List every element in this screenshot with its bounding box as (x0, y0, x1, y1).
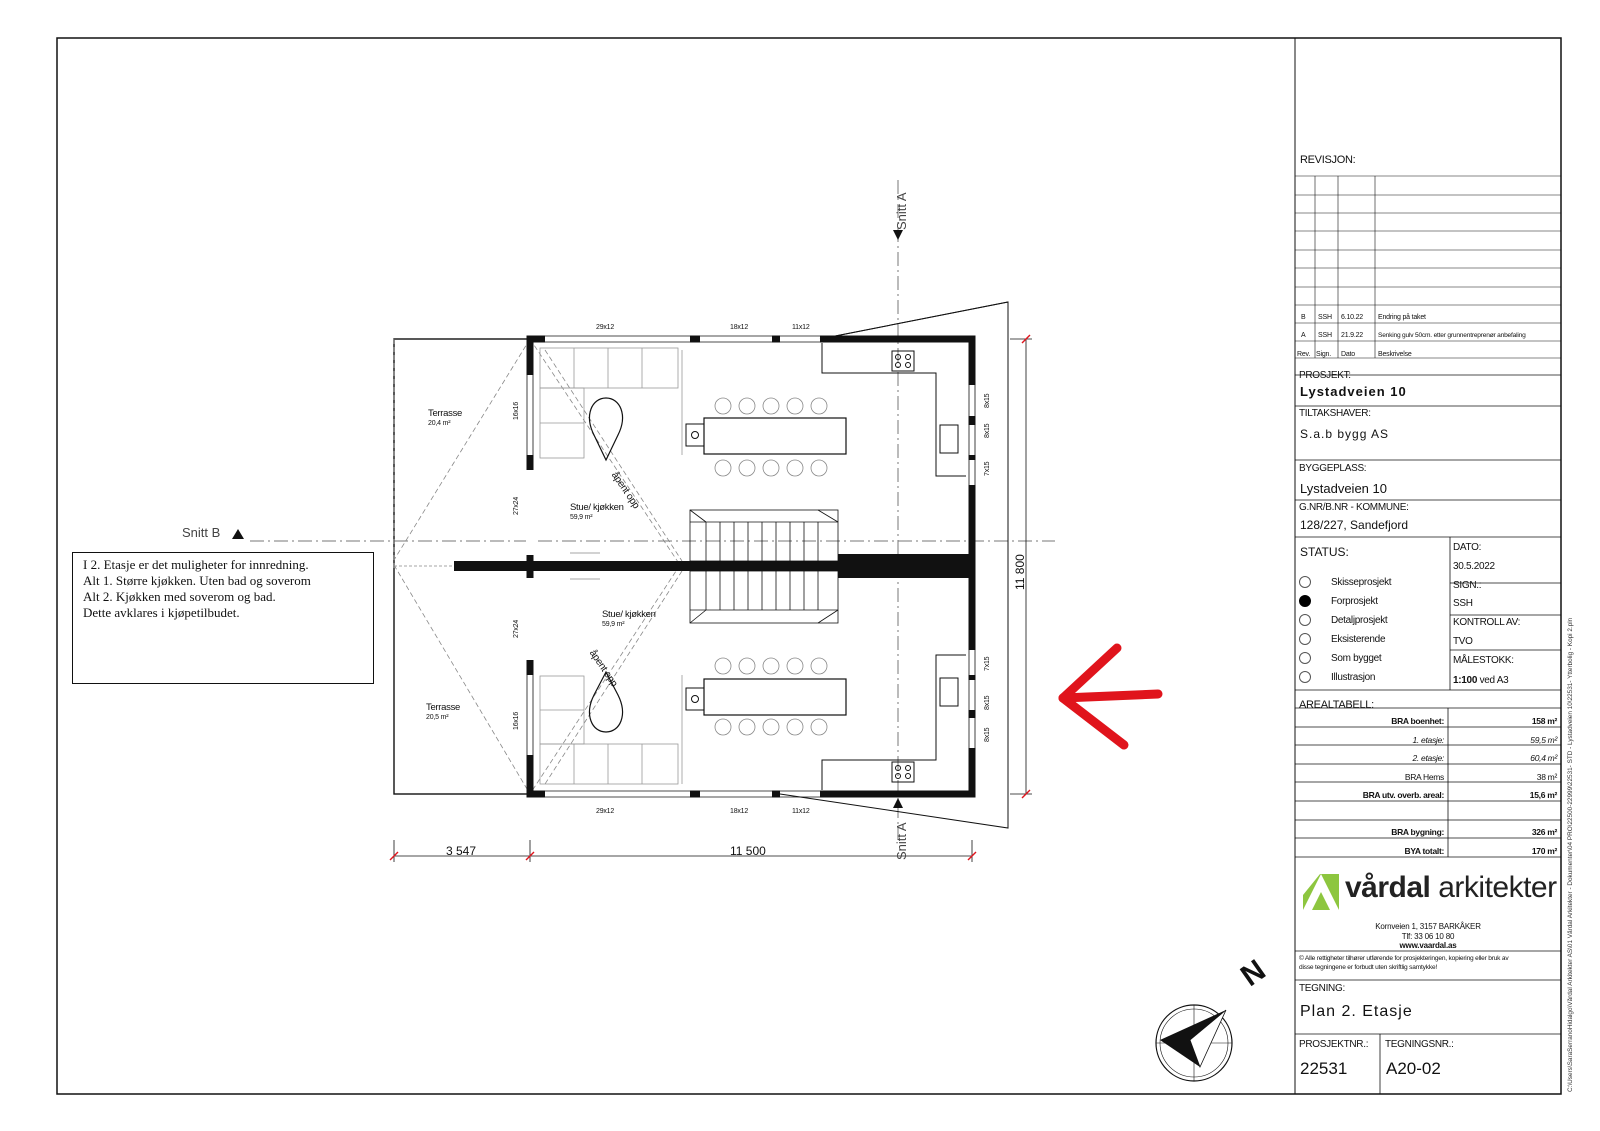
section-a-top-arrow (893, 230, 903, 240)
file-path: C:\Users\SaraSerranoHidalgo\Vårdal Arkitekter AS\01 Vårdal Arkitekter - Dokumenter\04 PRO\22500-22999\22531- STD - Lystadveien 10\22531- Ytterbolig - Kopi 2.pln (1567, 617, 1574, 1092)
status-eksisterende-label: Eksisterende (1331, 634, 1386, 645)
area-row-1-value: 158 m² (1531, 716, 1557, 726)
date-value: 30.5.2022 (1453, 561, 1495, 572)
site-label: BYGGEPLASS: (1299, 463, 1367, 474)
status-radio-forprosjekt (1299, 595, 1311, 607)
window-left-3: 27x24 (513, 619, 520, 638)
drawing-label: TEGNING: (1299, 983, 1345, 994)
company-web: www.vaardal.as (1399, 941, 1457, 950)
drawing-number-label: TEGNINGSNR.: (1385, 1039, 1454, 1050)
window-right-3: 7x15 (984, 461, 991, 476)
client-label: TILTAKSHAVER: (1299, 408, 1371, 419)
sofa-top (540, 348, 678, 458)
company-name: vårdal arkitekter (1345, 871, 1557, 904)
window-bottom-1: 29x12 (596, 808, 615, 815)
revision-a-date: 21.9.22 (1341, 332, 1363, 339)
site-name: Lystadveien 10 (1300, 481, 1387, 496)
status-detalj-label: Detaljprosjekt (1331, 615, 1388, 626)
status-forprosjekt-label: Forprosjekt (1331, 596, 1378, 607)
dining-table-top (704, 418, 846, 454)
area-row-1-label: BRA boenhet: (1391, 716, 1444, 726)
dining-table-bottom (704, 679, 846, 715)
control-label: KONTROLL AV: (1453, 617, 1521, 628)
section-a-bottom-arrow (893, 798, 903, 808)
note-line-3: Alt 2. Kjøkken med soverom og bad. (83, 589, 276, 604)
note-line-2: Alt 1. Større kjøkken. Uten bad og soverom (83, 573, 311, 588)
terrace-bottom-area: 20,5 m² (426, 714, 449, 721)
revision-b-date: 6.10.22 (1341, 314, 1363, 321)
window-left-2: 27x24 (513, 496, 520, 515)
revision-a-rev: A (1301, 332, 1306, 339)
dimension-depth: 11 800 (1013, 554, 1027, 590)
red-arrow (1063, 648, 1158, 745)
revision-b-desc: Endring på taket (1378, 314, 1426, 321)
section-b-arrow (232, 529, 244, 539)
drawing-title: Plan 2. Etasje (1300, 1003, 1413, 1020)
terrace-bottom-name: Terrasse (426, 702, 461, 713)
floor-plan (232, 180, 1055, 862)
window-left-4: 16x16 (513, 711, 520, 730)
window-right-6: 8x15 (984, 727, 991, 742)
control-value: TVO (1453, 636, 1473, 647)
status-illustrasjon-label: Illustrasjon (1331, 672, 1376, 683)
status-som-bygget-label: Som bygget (1331, 653, 1382, 664)
gnr-value: 128/227, Sandefjord (1300, 518, 1409, 532)
party-wall (454, 561, 969, 571)
company-logo-icon (1303, 874, 1339, 910)
company-address: Kornveien 1, 3157 BARKÅKER (1375, 922, 1481, 931)
status-radio-illustrasjon (1299, 671, 1311, 683)
window-bottom-3: 11x12 (792, 808, 810, 815)
window-right-2: 8x15 (984, 423, 991, 438)
sign-label: SIGN.: (1453, 580, 1482, 591)
note-line-1: I 2. Etasje er det muligheter for innredning. (83, 557, 309, 572)
terrace-top-name: Terrasse (428, 408, 463, 419)
stairs-bottom (690, 571, 838, 623)
status-label: STATUS: (1300, 545, 1349, 559)
area-row-5-label: BRA utv. overb. areal: (1362, 790, 1444, 800)
table-top (590, 398, 623, 460)
terrace-top-area: 20,4 m² (428, 420, 451, 427)
revision-heading: REVISJON: (1300, 154, 1356, 166)
window-top-3: 11x12 (792, 324, 810, 331)
status-radio-som-bygget (1299, 652, 1311, 664)
rev-header-desc: Beskrivelse (1378, 351, 1412, 358)
project-label: PROSJEKT: (1299, 370, 1351, 381)
date-label: DATO: (1453, 542, 1482, 553)
kitchen-top (822, 343, 966, 476)
area-row-5-value: 15,6 m² (1529, 790, 1557, 800)
area-row-3-label: 2. etasje: (1412, 753, 1444, 763)
gnr-label: G.NR/B.NR - KOMMUNE: (1299, 502, 1409, 513)
area-row-7-value: 326 m² (1531, 827, 1557, 837)
status-radio-eksisterende (1299, 633, 1311, 645)
note-line-4: Dette avklares i kjøpetilbudet. (83, 605, 240, 620)
area-row-4-label: BRA Hems (1404, 772, 1444, 782)
window-bottom-2: 18x12 (730, 808, 749, 815)
status-radio-detalj (1299, 614, 1311, 626)
revision-grid (1295, 176, 1561, 358)
section-a-bottom-label: Snitt A (894, 822, 909, 860)
revision-a-sign: SSH (1318, 332, 1332, 339)
section-a-top-label: Snitt A (894, 192, 909, 230)
revision-a-desc: Senking gulv 50cm. etter grunnentreprenør anbefaling (1378, 332, 1526, 339)
area-row-7-label: BRA bygning: (1391, 827, 1444, 837)
stairs-top (690, 510, 838, 561)
sign-value: SSH (1453, 598, 1473, 609)
living-top-name: Stue/ kjøkken (570, 502, 624, 513)
sofa-bottom (540, 676, 678, 784)
area-row-4-value: 38 m² (1536, 772, 1557, 782)
window-right-5: 8x15 (984, 695, 991, 710)
north-label: N (1235, 953, 1272, 994)
area-row-3-value: 60,4 m² (1530, 753, 1557, 763)
project-number: 22531 (1300, 1059, 1348, 1078)
window-top-1: 29x12 (596, 324, 615, 331)
dimension-terrace: 3 547 (446, 844, 477, 858)
area-row-8-value: 170 m² (1531, 846, 1557, 856)
dimension-building: 11 500 (730, 844, 766, 858)
scale-value: 1:100 ved A3 (1453, 675, 1509, 686)
area-row-8-label: BYA totalt: (1404, 846, 1444, 856)
window-top-2: 18x12 (730, 324, 749, 331)
revision-b-sign: SSH (1318, 314, 1332, 321)
window-left-1: 16x16 (513, 401, 520, 420)
drawing-number: A20-02 (1386, 1059, 1441, 1078)
rev-header-rev: Rev. (1297, 351, 1311, 358)
living-top-area: 59,9 m² (570, 514, 593, 521)
copyright-line-2: disse tegningene er forbudt uten skriftlig samtykke! (1299, 964, 1438, 971)
open-above-bottom: åpent opp (586, 648, 620, 689)
revision-b-rev: B (1301, 314, 1306, 321)
scale-label: MÅLESTOKK: (1453, 655, 1514, 666)
area-row-2-value: 59,5 m² (1530, 735, 1557, 745)
north-arrow-icon (1156, 1005, 1232, 1081)
kitchen-bottom (822, 655, 966, 790)
client-name: S.a.b bygg AS (1300, 427, 1390, 441)
area-table-label: AREALTABELL: (1299, 699, 1374, 711)
window-right-1: 8x15 (984, 393, 991, 408)
project-number-label: PROSJEKTNR.: (1299, 1039, 1369, 1050)
living-bottom-name: Stue/ kjøkken (602, 609, 656, 620)
status-radio-skisse (1299, 576, 1311, 588)
section-b-label: Snitt B (182, 525, 221, 540)
project-name: Lystadveien 10 (1300, 384, 1407, 399)
rev-header-sign: Sign. (1316, 351, 1331, 358)
window-right-4: 7x15 (984, 656, 991, 671)
company-phone: Tlf: 33 06 10 80 (1401, 932, 1455, 941)
copyright-line-1: © Alle rettigheter tilhører utførende for prosjekteringen, kopiering eller bruk av (1299, 955, 1509, 962)
rev-header-date: Dato (1341, 351, 1355, 358)
open-above-top: åpent opp (608, 470, 642, 511)
area-row-2-label: 1. etasje: (1412, 735, 1444, 745)
status-skisse-label: Skisseprosjekt (1331, 577, 1392, 588)
living-bottom-area: 59,9 m² (602, 621, 625, 628)
note-box (72, 552, 374, 684)
